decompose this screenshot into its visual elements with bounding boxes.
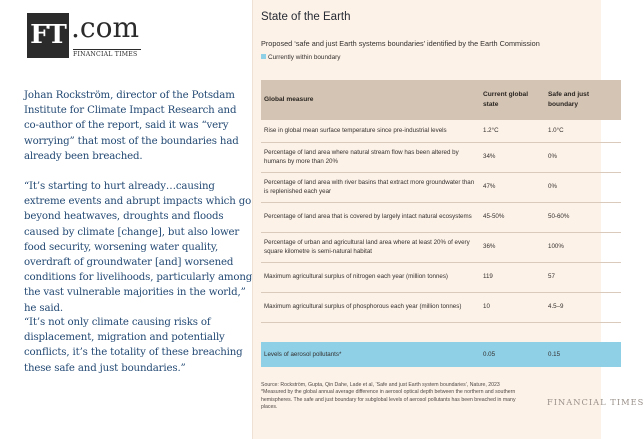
table-row [261,292,621,323]
row-measure: Rise in global mean surface temperature since pre-industrial levels [264,127,447,135]
row-measure: Percentage of urban and agricultural land area where at least 20% of every square kilometre is semi-natural habitat [264,238,470,255]
table-row-within-boundary [261,342,621,367]
row-current: 1.2°C [483,127,499,135]
header-global-measure: Global measure [264,96,314,103]
row-current: 45-50% [483,213,505,221]
row-measure: Percentage of land area with river basins that extract more groundwater than is replenished each year [264,178,475,195]
row-measure: Maximum agricultural surplus of phosphorous each year (million tonnes) [264,303,462,311]
row-current: 10 [483,303,490,311]
article-column [0,0,252,439]
logo-mark: FT [27,13,69,58]
graphic-title: State of the Earth [261,11,351,23]
article-paragraph-1: Johan Rockström, director of the Potsdam Institute for Climate Impact Research and co-author of the report, said it was “very worrying” that most of the boundaries had already been breached. [24,90,239,162]
header-safe-boundary: Safe and just boundary [548,91,590,108]
row-safe: 0.15 [548,350,561,358]
row-safe: 57 [548,273,555,281]
table-row [261,172,621,203]
logo-domain: .com [71,11,139,44]
logo-subtitle: FINANCIAL TIMES [73,49,141,58]
table-row [261,262,621,293]
graphic-subtitle: Proposed ‘safe and just Earth systems boundaries’ identified by the Earth Commission [261,39,540,48]
row-safe: 50-60% [548,213,570,221]
state-of-earth-graphic [252,0,644,439]
row-current: 34% [483,153,496,161]
row-safe: 0% [548,183,557,191]
row-current: 36% [483,243,496,251]
row-safe: 100% [548,243,564,251]
legend-swatch [261,54,266,59]
row-safe: 0% [548,153,557,161]
article-paragraph-3: “It’s not only climate causing risks of displacement, migration and potentially conflicts, it’s the totality of these breaching these safe and just boundaries.” [24,317,243,374]
table-row [261,202,621,233]
graphic-legend [261,54,340,61]
header-current-state: Current global state [483,91,529,108]
table-row [261,232,621,263]
row-measure: Percentage of land area that is covered by largely intact natural ecosystems [264,213,472,221]
table-row [261,120,621,143]
row-current: 119 [483,273,493,281]
row-safe: 4.5–9 [548,303,564,311]
ft-logo[interactable] [27,13,141,58]
table-header-row [261,80,621,120]
article-paragraph-2: “It’s starting to hurt already…causing extreme events and abrupt impacts which go beyond heatwaves, droughts and floods caused by climate [change], but also lower food security, worsening water quality, overdraft of groundwater [and] worsened conditions for livelihoods, particularly among the vast vulnerable majorities in the world,” he said. [24,181,253,314]
row-measure: Maximum agricultural surplus of nitrogen each year (million tonnes) [264,273,448,281]
row-safe: 1.0°C [548,127,564,135]
legend-label: Currently within boundary [268,54,341,61]
row-current: 0.05 [483,350,496,358]
graphic-footer [261,382,533,411]
row-measure: Levels of aerosol pollutants* [264,350,342,358]
footnote: *Measured by the global annual average difference in aerosol optical depth between the northern and southern hemispheres. The safe and just boundary for subglobal levels of aerosol pollutants has been breached in many places. [261,389,516,410]
source-note: Source: Rockström, Gupta, Qin Dahe, Lade et al, ‘Safe and just Earth system boundaries’, Nature, 2023 [261,382,500,388]
ft-brand-mark: FINANCIAL TIMES [547,397,644,407]
row-measure: Percentage of land area where natural stream flow has been altered by humans by more than 20% [264,148,459,165]
table-row [261,142,621,173]
row-current: 47% [483,183,496,191]
